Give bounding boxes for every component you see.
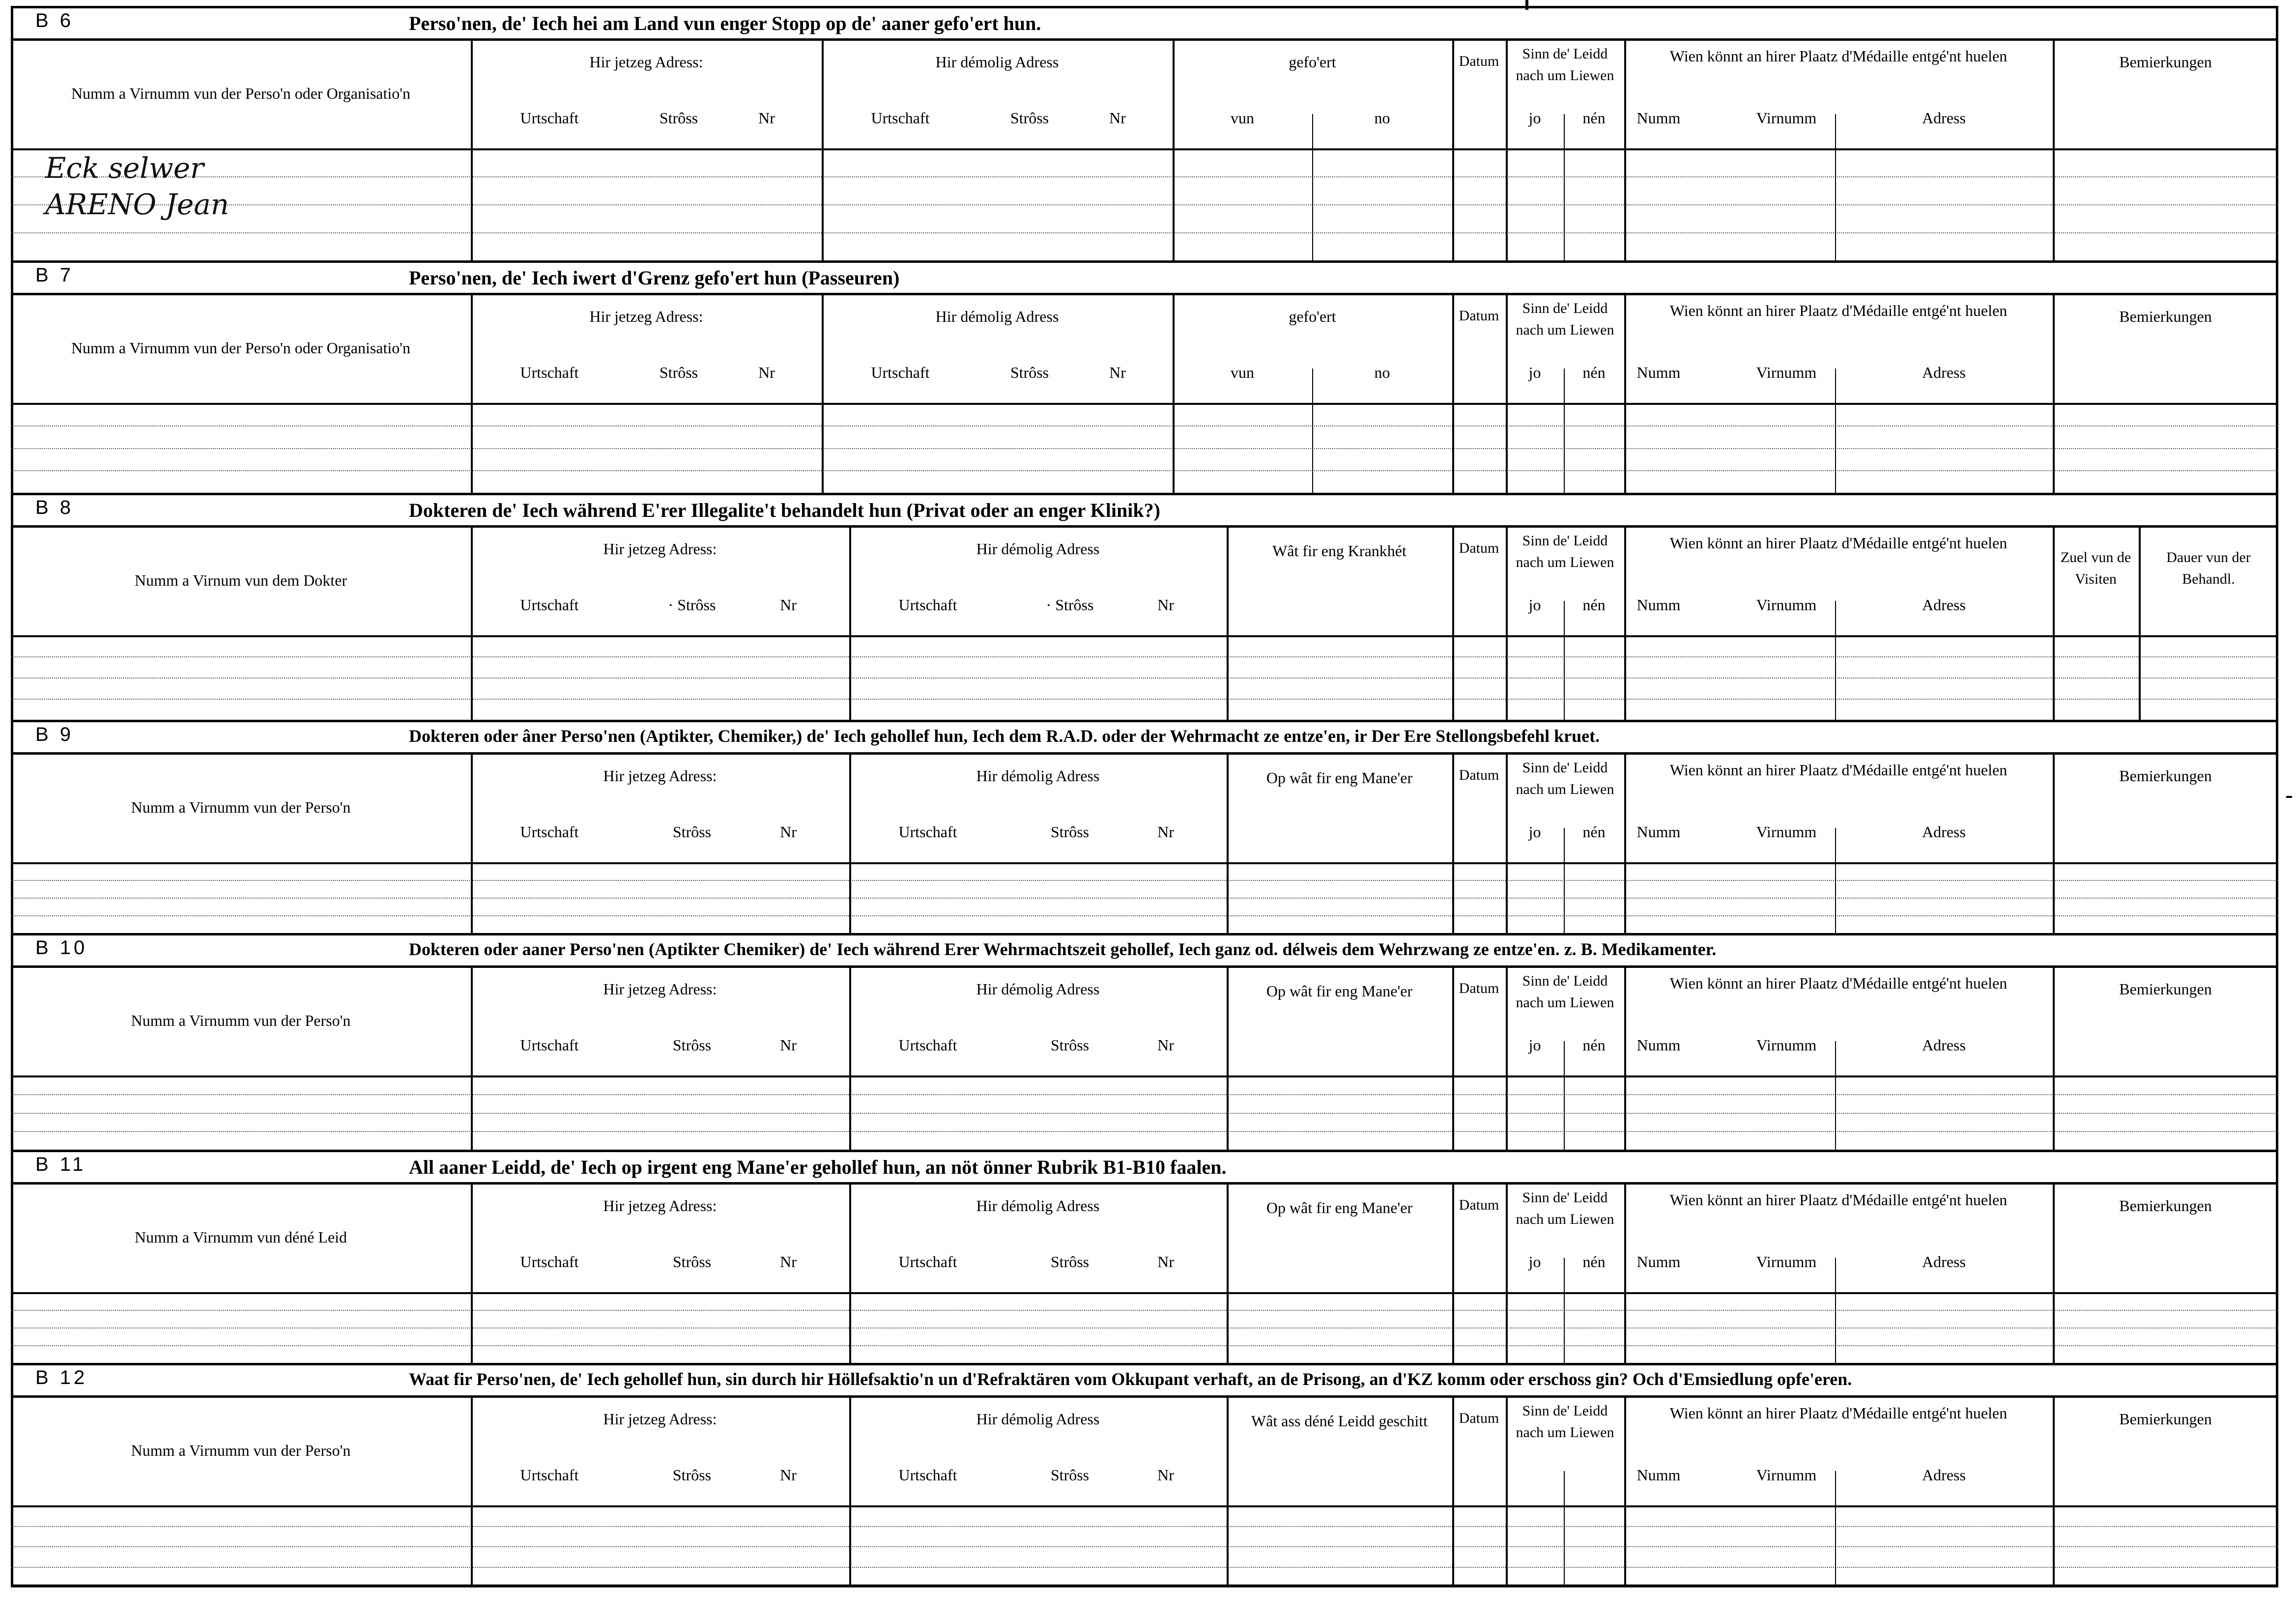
former-street-header: Strôss [1050,823,1090,841]
current-number-header: Nr [780,596,797,614]
header-bottom-line [11,148,2278,150]
medal-address-header: Adress [1922,364,1966,381]
current-street-header: Strôss [672,1466,712,1484]
section-title-row [11,720,2278,752]
medal-header: Wien könnt an hirer Plaatz d'Médaille entgé'nt huelen [1669,761,2008,779]
medal-header: Wien könnt an hirer Plaatz d'Médaille entgé'nt huelen [1669,1404,2008,1422]
current-address-header: Hir jetzeg Adress: [589,53,703,71]
medal-name-header: Numm [1636,109,1681,127]
current-street-header: Strôss [672,1036,712,1054]
subcolumn-divider [1835,1471,1836,1587]
section-b6 [11,6,2278,260]
name-column-header: Numm a Virnumm vun déné Leid [134,1228,347,1246]
section-b10 [11,933,2278,1150]
current-locality-header: Urtschaft [520,109,579,127]
section-code: B 9 [35,724,74,745]
column-divider [1624,1184,1626,1363]
medal-firstname-header: Virnumm [1756,596,1817,614]
current-address-header: Hir jetzeg Adress: [603,1410,717,1428]
subcolumn-divider [1564,1258,1565,1363]
former-locality-header: Urtschaft [871,364,930,381]
current-number-header: Nr [758,109,775,127]
remarks-header: Bemierkungen [2119,1410,2212,1428]
section-b12 [11,1363,2278,1587]
name-column-header: Numm a Virnumm vun der Perso'n oder Organisatio'n [71,85,411,102]
extra-column-header: Op wât fir eng Mane'er [1266,982,1413,1000]
column-divider [1624,40,1626,260]
section-code: B 8 [35,497,74,518]
former-address-header: Hir démolig Adress [935,53,1059,71]
handwritten-entry-line-2: ARENO Jean [45,188,230,221]
medal-address-header: Adress [1922,1036,1966,1054]
medal-address-header: Adress [1922,1466,1966,1484]
former-address-header: Hir démolig Adress [976,1197,1100,1215]
section-code: B 6 [35,10,74,31]
current-locality-header: Urtschaft [520,596,579,614]
section-title-row [11,1363,2278,1395]
section-grid [11,1397,2278,1587]
entry-dotted-line [11,1345,2278,1346]
header-bottom-line [11,1505,2278,1507]
alive-no-header: nén [1582,1253,1606,1271]
former-locality-header: Urtschaft [898,1253,957,1271]
section-code: B 7 [35,264,74,286]
medal-firstname-header: Virnumm [1756,364,1817,381]
column-divider [1506,295,1508,493]
former-number-header: Nr [1109,364,1126,381]
entry-dotted-line [11,470,2278,471]
column-divider [2139,527,2141,720]
alive-header: Sinn de' Leidd nach um Liewen [1516,760,1614,797]
medal-firstname-header: Virnumm [1756,823,1817,841]
section-title-row [11,260,2278,293]
section-top-rule [11,1363,2278,1365]
medal-firstname-header: Virnumm [1756,1036,1817,1054]
former-address-header: Hir démolig Adress [935,308,1059,325]
current-street-header: Strôss [672,1253,712,1271]
column-divider [1506,527,1508,720]
section-title: Dokteren de' Iech während E'rer Illegalite't behandelt hun (Privat oder an enger Klinik?) [409,499,1160,521]
entry-dotted-line [11,204,2278,205]
subcolumn-divider [1835,1258,1836,1363]
column-divider [1506,754,1508,933]
current-number-header: Nr [758,364,775,381]
column-divider [1624,1397,1626,1587]
subcolumn-divider [1564,828,1565,933]
extra-column-header: Wât ass déné Leidd geschitt [1251,1412,1428,1430]
subcolumn-divider [1564,368,1565,493]
date-header: Datum [1459,540,1499,556]
entry-dotted-line [11,1113,2278,1114]
alive-yes-header: jo [1528,109,1541,127]
column-divider [1452,40,1454,260]
column-divider [1506,967,1508,1150]
former-locality-header: Urtschaft [898,596,957,614]
date-header: Datum [1459,53,1499,69]
entry-dotted-line [11,448,2278,449]
remarks-header: Bemierkungen [2119,308,2212,325]
current-address-header: Hir jetzeg Adress: [603,980,717,998]
alive-yes-header: jo [1528,364,1541,381]
alive-yes-header: jo [1528,596,1541,614]
alive-header: Sinn de' Leidd nach um Liewen [1516,1189,1614,1227]
former-number-header: Nr [1157,823,1174,841]
section-top-rule [11,720,2278,722]
current-locality-header: Urtschaft [520,823,579,841]
section-title: Waat fir Perso'nen, de' Iech gehollef hun, sin durch hir Höllefsaktio'n un d'Refraktären vom Okkupant verhaft, an de Prisong, an d'KZ komm oder erschoss gin? Och d'Emsiedlung opfe'eren. [409,1369,1852,1389]
column-divider [1227,1184,1229,1363]
medal-firstname-header: Virnumm [1756,1466,1817,1484]
entry-dotted-line [11,898,2278,899]
form-bottom-rule [11,1585,2278,1587]
handwritten-entry-line-1: Eck selwer [45,151,204,185]
medal-header: Wien könnt an hirer Plaatz d'Médaille entgé'nt huelen [1669,302,2008,319]
former-locality-header: Urtschaft [898,1036,957,1054]
section-top-rule [11,1150,2278,1152]
subcolumn-divider [1835,368,1836,493]
section-code: B 11 [35,1154,86,1175]
current-locality-header: Urtschaft [520,364,579,381]
current-number-header: Nr [780,1253,797,1271]
subcolumn-divider [1835,1041,1836,1150]
entry-dotted-line [11,699,2278,700]
former-locality-header: Urtschaft [898,1466,957,1484]
medal-name-header: Numm [1636,1253,1681,1271]
medal-header: Wien könnt an hirer Plaatz d'Médaille entgé'nt huelen [1669,47,2008,65]
alive-header: Sinn de' Leidd nach um Liewen [1516,973,1614,1011]
alive-header: Sinn de' Leidd nach um Liewen [1516,46,1614,84]
current-locality-header: Urtschaft [520,1466,579,1484]
section-title: Dokteren oder âner Perso'nen (Aptikter, Chemiker,) de' Iech gehollef hun, Iech dem R.A.D. oder der Wehrmacht ze entze'en, ir Der Ere Stellongsbefehl kruet. [409,726,1600,746]
date-header: Datum [1459,1410,1499,1426]
current-locality-header: Urtschaft [520,1253,579,1271]
alive-header: Sinn de' Leidd nach um Liewen [1516,533,1614,570]
former-address-header: Hir démolig Adress [976,540,1100,558]
column-divider [2053,40,2055,260]
column-divider [1452,295,1454,493]
column-divider [1624,967,1626,1150]
section-title: Perso'nen, de' Iech hei am Land vun enger Stopp op de' aaner gefo'ert hun. [409,12,1041,34]
section-title-row [11,933,2278,965]
entry-dotted-line [11,1567,2278,1568]
medal-name-header: Numm [1636,1466,1681,1484]
former-locality-header: Urtschaft [871,109,930,127]
alive-header: Sinn de' Leidd nach um Liewen [1516,1403,1614,1441]
subcolumn-divider [1564,601,1565,720]
name-column-header: Numm a Virnumm vun der Perso'n [131,1012,351,1029]
extra-column-header: Wât fir eng Krankhét [1272,542,1406,560]
former-number-header: Nr [1109,109,1126,127]
header-bottom-line [11,635,2278,637]
section-grid [11,967,2278,1150]
remarks-header: Bemierkungen [2119,980,2212,998]
entry-dotted-line [11,678,2278,679]
entry-dotted-line [11,232,2278,233]
medal-address-header: Adress [1922,596,1966,614]
column-divider [1173,40,1175,260]
remarks-header: Bemierkungen [2119,1197,2212,1215]
extra-column-header: Op wât fir eng Mane'er [1266,1199,1413,1216]
subcolumn-divider [1835,601,1836,720]
alive-no-header: nén [1582,823,1606,841]
former-street-header: Strôss [1050,1253,1090,1271]
column-divider [1227,754,1229,933]
alive-no-header: nén [1582,1036,1606,1054]
subcolumn-divider [1835,114,1836,260]
medal-header: Wien könnt an hirer Plaatz d'Médaille entgé'nt huelen [1669,534,2008,552]
column-divider [1624,754,1626,933]
medal-name-header: Numm [1636,596,1681,614]
medal-header: Wien könnt an hirer Plaatz d'Médaille entgé'nt huelen [1669,974,2008,992]
section-code: B 10 [35,937,88,959]
header-bottom-line [11,403,2278,405]
column-divider [1506,1184,1508,1363]
current-street-header: Strôss [659,109,698,127]
section-code: B 12 [35,1367,88,1388]
entry-dotted-line [11,915,2278,916]
alive-yes-header: jo [1528,1036,1541,1054]
header-bottom-line [11,1075,2278,1077]
former-locality-header: Urtschaft [898,823,957,841]
column-divider [1227,967,1229,1150]
former-street-header: Strôss [1010,364,1049,381]
entry-dotted-line [11,1546,2278,1547]
entry-dotted-line [11,880,2278,881]
name-column-header: Numm a Virnum vun dem Dokter [134,571,347,589]
subcolumn-divider [1835,828,1836,933]
alive-no-header: nén [1582,364,1606,381]
current-address-header: Hir jetzeg Adress: [603,1197,717,1215]
current-number-header: Nr [780,823,797,841]
former-address-header: Hir démolig Adress [976,980,1100,998]
medal-address-header: Adress [1922,1253,1966,1271]
former-address-header: Hir démolig Adress [976,1410,1100,1428]
current-number-header: Nr [780,1036,797,1054]
from-header: vun [1231,364,1254,381]
alive-no-header: nén [1582,109,1606,127]
column-divider [1227,527,1229,720]
from-header: vun [1231,109,1254,127]
medal-firstname-header: Virnumm [1756,1253,1817,1271]
column-divider [1227,1397,1229,1587]
current-locality-header: Urtschaft [520,1036,579,1054]
entry-dotted-line [11,1328,2278,1329]
current-street-header: Strôss [659,364,698,381]
side-tick-mark [2286,796,2292,798]
former-address-header: Hir démolig Adress [976,767,1100,785]
current-street-header: · Strôss [668,596,716,614]
subcolumn-divider [1564,114,1565,260]
current-address-header: Hir jetzeg Adress: [589,308,703,325]
section-title: All aaner Leidd, de' Iech op irgent eng Mane'er gehollef hun, an nöt önner Rubrik B1-B10 faalen. [409,1156,1227,1178]
section-b7 [11,260,2278,493]
medal-address-header: Adress [1922,109,1966,127]
name-column-header: Numm a Virnumm vun der Perso'n [131,1442,351,1459]
transported-header: gefo'ert [1289,53,1336,71]
alive-header: Sinn de' Leidd nach um Liewen [1516,300,1614,338]
section-grid [11,527,2278,720]
section-b9 [11,720,2278,933]
entry-dotted-line [11,656,2278,657]
section-title-row [11,6,2278,38]
current-address-header: Hir jetzeg Adress: [603,540,717,558]
entry-dotted-line [11,1526,2278,1527]
former-number-header: Nr [1157,596,1174,614]
former-street-header: Strôss [1050,1036,1090,1054]
entry-dotted-line [11,1094,2278,1095]
entry-dotted-line [11,1131,2278,1132]
subcolumn-divider [1312,114,1313,260]
column-divider [471,40,473,260]
former-street-header: · Strôss [1046,596,1094,614]
section-top-rule [11,933,2278,935]
medal-name-header: Numm [1636,364,1681,381]
alive-no-header: nén [1582,596,1606,614]
column-divider [1624,527,1626,720]
section-title: Dokteren oder aaner Perso'nen (Aptikter Chemiker) de' Iech während Erer Wehrmachtszeit gehollef, Iech ganz od. délweis dem Wehrzwang ze entze'en. z. B. Medikamenter. [409,939,1717,959]
medal-header: Wien könnt an hirer Plaatz d'Médaille entgé'nt huelen [1669,1191,2008,1209]
name-column-header: Numm a Virnumm vun der Perso'n [131,798,351,816]
subcolumn-divider [1312,368,1313,493]
column-divider [1506,1397,1508,1587]
name-column-header: Numm a Virnumm vun der Perso'n oder Organisatio'n [71,339,411,357]
medal-address-header: Adress [1922,823,1966,841]
to-header: no [1374,109,1390,127]
date-header: Datum [1459,308,1499,324]
date-header: Datum [1459,767,1499,783]
entry-dotted-line [11,176,2278,177]
medal-firstname-header: Virnumm [1756,109,1817,127]
transported-header: gefo'ert [1289,308,1336,325]
subcolumn-divider [1564,1471,1565,1587]
column-divider [822,40,824,260]
former-number-header: Nr [1157,1036,1174,1054]
current-street-header: Strôss [672,823,712,841]
column-divider [1506,40,1508,260]
section-grid [11,295,2278,493]
section-top-rule [11,260,2278,263]
former-street-header: Strôss [1010,109,1049,127]
subcolumn-divider [1564,1041,1565,1150]
header-bottom-line [11,862,2278,864]
section-title-row [11,1150,2278,1182]
date-header: Datum [1459,980,1499,996]
medal-name-header: Numm [1636,1036,1681,1054]
entry-dotted-line [11,1310,2278,1311]
section-grid [11,40,2278,260]
section-grid [11,754,2278,933]
section-b8 [11,493,2278,720]
duration-header: Dauer vun der Behandl. [2166,549,2251,587]
section-title-row [11,493,2278,525]
former-number-header: Nr [1157,1466,1174,1484]
to-header: no [1374,364,1390,381]
section-top-rule [11,493,2278,495]
former-number-header: Nr [1157,1253,1174,1271]
current-address-header: Hir jetzeg Adress: [603,767,717,785]
extra-column-header: Op wât fir eng Mane'er [1266,769,1413,787]
visits-header: Zuel vun de Visiten [2060,549,2131,587]
section-grid [11,1184,2278,1363]
section-b11 [11,1150,2278,1363]
former-street-header: Strôss [1050,1466,1090,1484]
remarks-header: Bemierkungen [2119,767,2212,785]
date-header: Datum [1459,1197,1499,1213]
alive-yes-header: jo [1528,1253,1541,1271]
current-number-header: Nr [780,1466,797,1484]
section-title: Perso'nen, de' Iech iwert d'Grenz gefo'ert hun (Passeuren) [409,267,900,289]
remarks-header: Bemierkungen [2119,53,2212,71]
column-divider [2053,527,2055,720]
medal-name-header: Numm [1636,823,1681,841]
header-bottom-line [11,1292,2278,1294]
alive-yes-header: jo [1528,823,1541,841]
column-divider [1624,295,1626,493]
entry-dotted-line [11,425,2278,426]
